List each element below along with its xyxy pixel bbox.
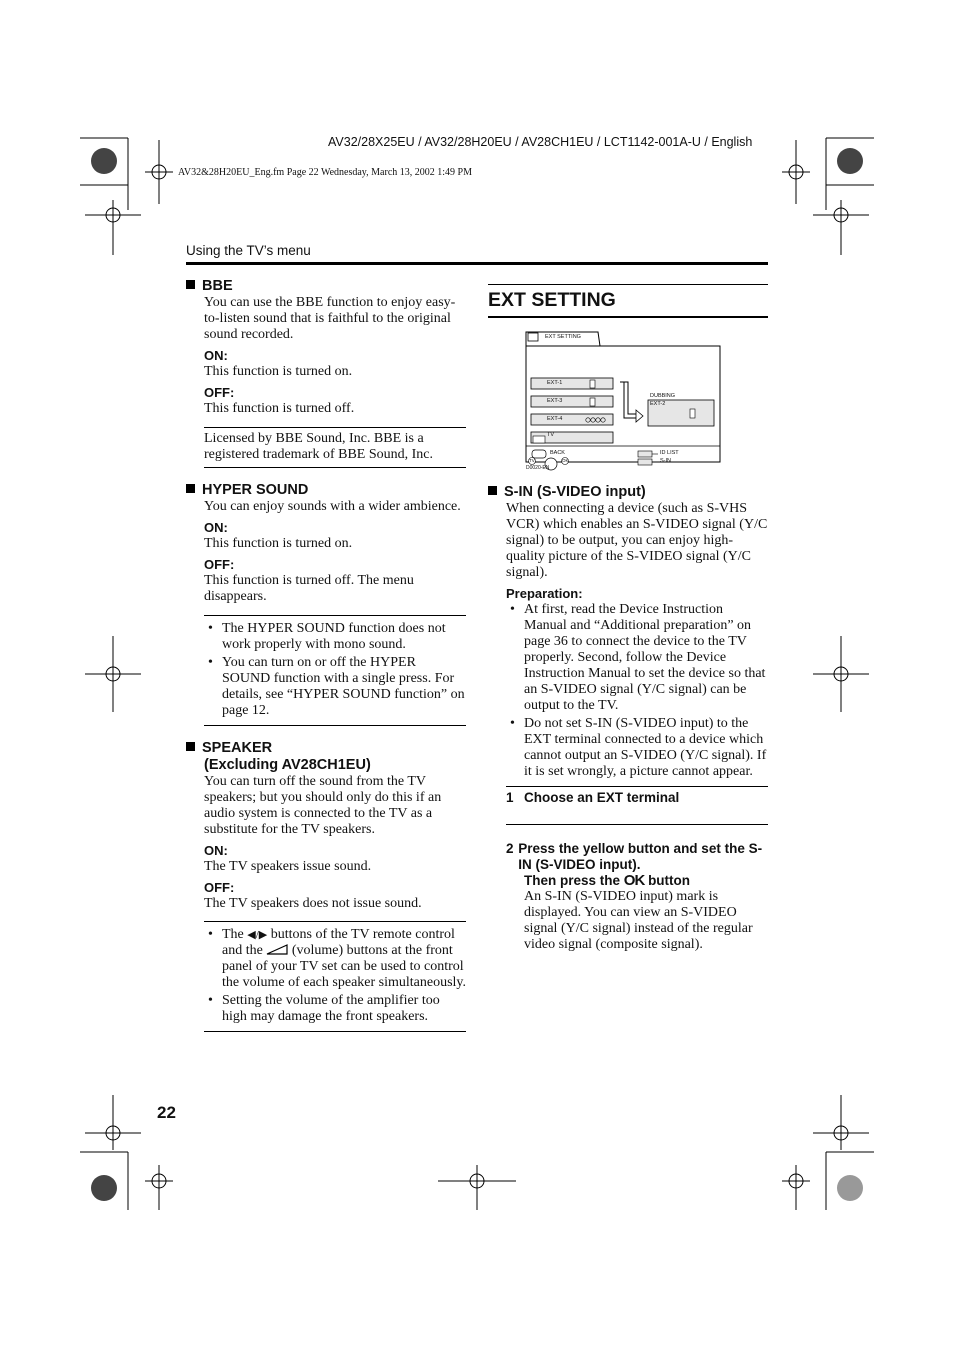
speaker-note-2: • Setting the volume of the amplifier too high may damage the front speakers. xyxy=(204,993,466,1025)
hyper-off-label: OFF: xyxy=(204,557,235,572)
step-2-body: An S-IN (S-VIDEO input) mark is displayed. You can view an S-VIDEO signal (Y/C signal) instead of the regular video signal (composite signal). xyxy=(524,889,753,952)
step-2-line2a: Then press the xyxy=(524,873,621,888)
left-right-arrows-icon: ◀/▶ xyxy=(247,929,268,941)
screen-s-in: S-IN xyxy=(660,458,671,464)
file-reference: AV32&28H20EU_Eng.fm Page 22 Wednesday, March 13, 2002 1:49 PM xyxy=(178,167,472,178)
step-2-line1: Press the yellow button and set the S-IN (S-VIDEO input). xyxy=(518,841,763,872)
bbe-off-text: This function is turned off. xyxy=(204,401,355,416)
step-2-number: 2 xyxy=(506,841,514,856)
screen-row-tv: TV xyxy=(547,432,555,438)
preparation-item-1: • At first, read the Device Instruction Manual and “Additional preparation” on page 36 to connect the device to the TV properly. Second, follow the Device Instruction Manual to set the device so that an S-VIDEO signal (Y/C signal) can be output to the TV. xyxy=(506,602,768,714)
step-2-line2b: button xyxy=(648,873,691,888)
hyper-on-label: ON: xyxy=(204,520,228,535)
screen-tab-label: EXT SETTING xyxy=(545,334,581,340)
bbe-on-text: This function is turned on. xyxy=(204,364,353,379)
bbe-intro: You can use the BBE function to enjoy easy-to-listen sound that is faithful to the original sound recorded. xyxy=(204,295,456,342)
bbe-title: BBE xyxy=(202,278,233,294)
step-1-number: 1 xyxy=(506,790,514,805)
hyper-intro: You can enjoy sounds with a wider ambience. xyxy=(204,499,461,514)
ext-setting-title: EXT SETTING xyxy=(488,284,768,318)
preparation-item-2: • Do not set S-IN (S-VIDEO input) to the EXT terminal connected to a device which cannot output an S-VIDEO (Y/C signal). If it is set wrongly, a picture cannot appear. xyxy=(506,716,768,780)
screen-code: D0020-EN xyxy=(526,465,550,471)
hyper-off-text: This function is turned off. The menu disappears. xyxy=(204,573,414,604)
s-in-title: S-IN (S-VIDEO input) xyxy=(504,484,646,500)
speaker-title: SPEAKER xyxy=(202,740,273,756)
speaker-on-text: The TV speakers issue sound. xyxy=(204,859,372,874)
bbe-off-label: OFF: xyxy=(204,385,235,400)
hyper-title: HYPER SOUND xyxy=(202,482,309,498)
screen-tv-button: TV xyxy=(529,458,535,463)
hyper-note-1: • The HYPER SOUND function does not work properly with mono sound. xyxy=(204,621,466,653)
speaker-on-label: ON: xyxy=(204,843,228,858)
screen-ok-button: OK xyxy=(562,458,569,463)
model-reference: AV32/28X25EU / AV32/28H20EU / AV28CH1EU / LCT1142-001A-U / English xyxy=(328,135,753,149)
preparation-label: Preparation: xyxy=(506,586,583,601)
page-number: 22 xyxy=(157,1103,176,1122)
speaker-subtitle: (Excluding AV28CH1EU) xyxy=(204,757,371,773)
screen-row-ext4: EXT-4 xyxy=(547,416,563,422)
screen-dubbing: DUBBING xyxy=(650,393,676,399)
screen-row-ext3: EXT-3 xyxy=(547,398,563,404)
hyper-on-text: This function is turned on. xyxy=(204,536,353,551)
screen-id-list: ID LIST xyxy=(660,450,679,456)
screen-back: BACK xyxy=(550,450,565,456)
bbe-note: Licensed by BBE Sound, Inc. BBE is a registered trademark of BBE Sound, Inc. xyxy=(204,431,433,462)
running-title: Using the TV’s menu xyxy=(186,243,311,258)
bbe-on-label: ON: xyxy=(204,348,228,363)
speaker-note-1: • The ◀/▶ buttons of the TV remote control and the (volume) buttons at the front panel of your TV set can be used to control the volume of each speaker simultaneously. xyxy=(204,927,466,991)
hyper-note-2: • You can turn on or off the HYPER SOUND function with a single press. For details, see “HYPER SOUND function” on page 12. xyxy=(204,655,466,719)
screen-ext2: EXT-2 xyxy=(650,401,666,407)
step-1-text: Choose an EXT terminal xyxy=(524,790,680,805)
speaker-off-label: OFF: xyxy=(204,880,235,895)
speaker-off-text: The TV speakers does not issue sound. xyxy=(204,896,422,911)
screen-row-ext1: EXT-1 xyxy=(547,380,563,386)
s-in-intro: When connecting a device (such as S-VHS VCR) which enables an S-VIDEO signal (Y/C signal) to be output, you can enjoy high-quality picture of the S-VIDEO signal (Y/C signal). xyxy=(506,501,768,580)
ok-button-icon: OK xyxy=(623,872,645,889)
speaker-intro: You can turn off the sound from the TV speakers; but you should only do this if an audio system is connected to the TV as a substitute for the TV speakers. xyxy=(204,774,442,837)
